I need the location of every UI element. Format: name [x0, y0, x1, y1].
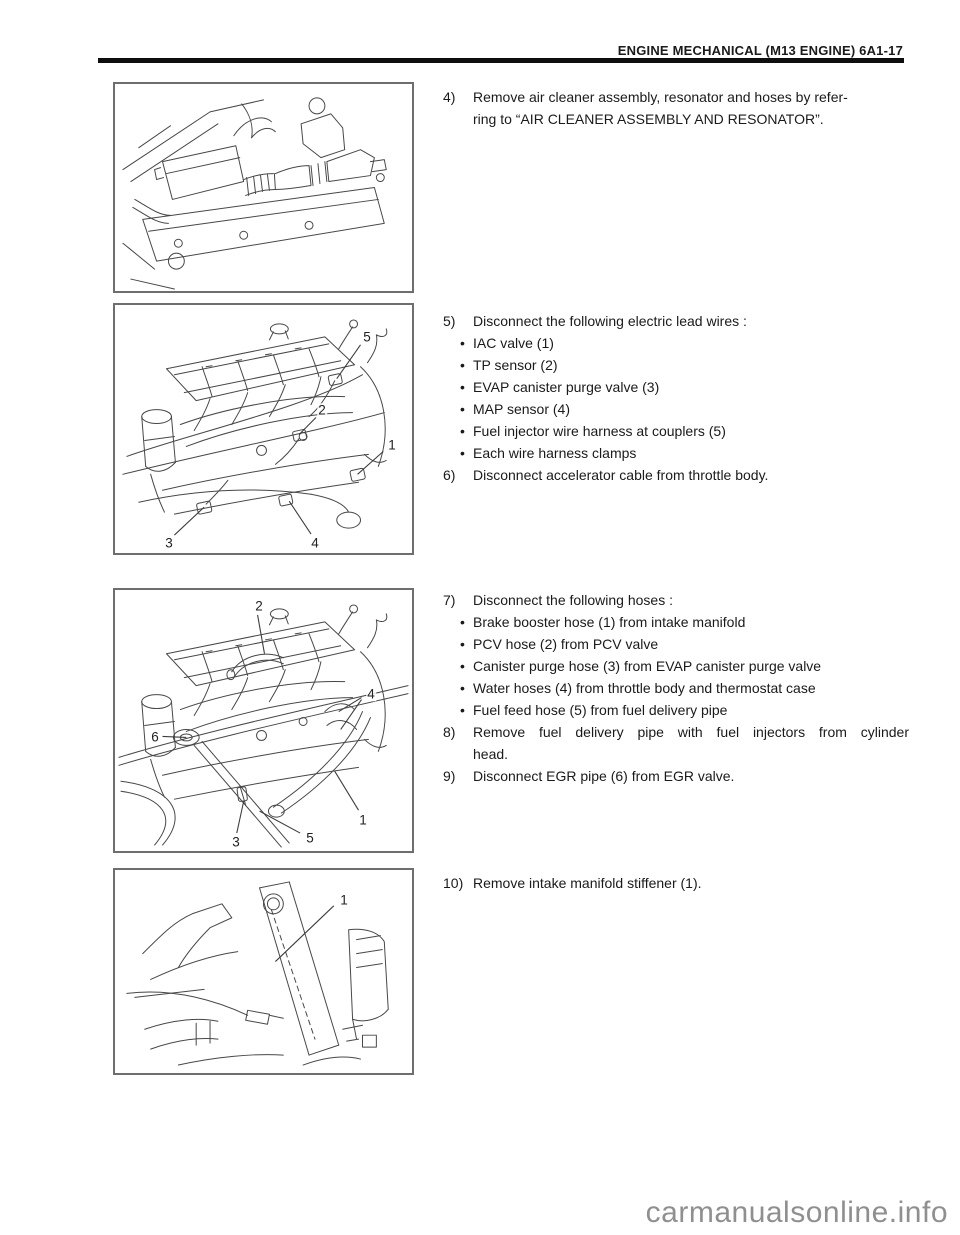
callout-lines [115, 590, 412, 851]
bullet-item [443, 354, 909, 376]
bullet-text: EVAP canister purge valve (3) [473, 379, 660, 395]
bullet-icon: • [460, 335, 465, 351]
bullet-item [443, 420, 909, 442]
figure-callout-2: 2 [318, 402, 326, 418]
page-header-title: ENGINE MECHANICAL (M13 ENGINE) 6A1-17 [617, 43, 903, 58]
bullet-icon: • [460, 702, 465, 718]
bullet-text: Fuel feed hose (5) from fuel delivery pipe [473, 702, 728, 718]
callout-lines [115, 870, 412, 1073]
step-line: Disconnect EGR pipe (6) from EGR valve. [473, 768, 735, 784]
step-text [473, 765, 909, 787]
header-rule [98, 58, 904, 63]
step-text [473, 464, 909, 486]
bullet-icon: • [460, 379, 465, 395]
step-text [473, 86, 909, 130]
bullet-icon: • [460, 445, 465, 461]
bullet-icon: • [460, 401, 465, 417]
step-number: 10) [443, 875, 464, 891]
bullet-item [443, 376, 909, 398]
step-line: Disconnect the following electric lead wires : [473, 313, 747, 329]
step-text [473, 721, 909, 765]
bullet-text: Each wire harness clamps [473, 445, 637, 461]
figure-electric-lead-wires [113, 303, 414, 555]
bullet-text: IAC valve (1) [473, 335, 554, 351]
step-text [473, 589, 909, 611]
step-line: Remove fuel delivery pipe with fuel injectors from cylinder [473, 724, 909, 740]
figure-callout-1: 1 [388, 437, 396, 453]
bullet-text: Brake booster hose (1) from intake manifold [473, 614, 746, 630]
bullet-text: TP sensor (2) [473, 357, 558, 373]
step-text [473, 310, 909, 332]
figure-callout-1: 1 [359, 812, 367, 828]
bullet-item [443, 398, 909, 420]
step-number: 5) [443, 313, 456, 329]
step-item [443, 872, 909, 894]
instructions-steps-7-9 [443, 589, 909, 787]
step-item [443, 765, 909, 787]
step-number: 7) [443, 592, 456, 608]
step-item [443, 589, 909, 611]
instructions-step-10 [443, 872, 909, 894]
figure-callout-2: 2 [255, 598, 263, 614]
bullet-item [443, 442, 909, 464]
step-number: 8) [443, 724, 456, 740]
bullet-item [443, 677, 909, 699]
bullet-icon: • [460, 614, 465, 630]
figure-callout-5: 5 [306, 830, 314, 846]
step-line: head. [473, 746, 509, 762]
bullet-item [443, 633, 909, 655]
step-number: 4) [443, 89, 456, 105]
step-item [443, 721, 909, 765]
bullet-icon: • [460, 658, 465, 674]
bullet-item [443, 611, 909, 633]
bullet-text: MAP sensor (4) [473, 401, 570, 417]
instructions-step-4 [443, 86, 909, 130]
bullet-text: PCV hose (2) from PCV valve [473, 636, 659, 652]
callout-lines [115, 84, 412, 291]
step-line: Disconnect accelerator cable from throttle body. [473, 467, 769, 483]
step-number: 6) [443, 467, 456, 483]
figure-callout-5: 5 [363, 329, 371, 345]
figure-callout-1: 1 [340, 892, 348, 908]
bullet-icon: • [460, 680, 465, 696]
step-item [443, 86, 909, 130]
step-item [443, 464, 909, 486]
step-number: 9) [443, 768, 456, 784]
bullet-icon: • [460, 423, 465, 439]
figure-air-cleaner [113, 82, 414, 293]
figure-callout-6: 6 [151, 729, 159, 745]
step-line: Remove intake manifold stiffener (1). [473, 875, 702, 891]
figure-callout-3: 3 [232, 834, 240, 850]
bullet-text: Fuel injector wire harness at couplers (5) [473, 423, 726, 439]
step-line: Remove air cleaner assembly, resonator and hoses by refer- [473, 89, 848, 105]
figure-callout-4: 4 [367, 686, 375, 702]
figure-callout-3: 3 [165, 535, 173, 551]
bullet-item [443, 655, 909, 677]
bullet-icon: • [460, 357, 465, 373]
figure-manifold-stiffener [113, 868, 414, 1075]
bullet-item [443, 332, 909, 354]
bullet-icon: • [460, 636, 465, 652]
step-text [473, 872, 909, 894]
figure-hoses-egr [113, 588, 414, 853]
step-line: ring to “AIR CLEANER ASSEMBLY AND RESONATOR”. [473, 111, 824, 127]
step-line: Disconnect the following hoses : [473, 592, 673, 608]
watermark: carmanualsonline.info [645, 1196, 948, 1229]
bullet-text: Canister purge hose (3) from EVAP canister purge valve [473, 658, 822, 674]
figure-callout-4: 4 [311, 535, 319, 551]
step-item [443, 310, 909, 332]
instructions-steps-5-6 [443, 310, 909, 486]
bullet-item [443, 699, 909, 721]
bullet-text: Water hoses (4) from throttle body and thermostat case [473, 680, 816, 696]
